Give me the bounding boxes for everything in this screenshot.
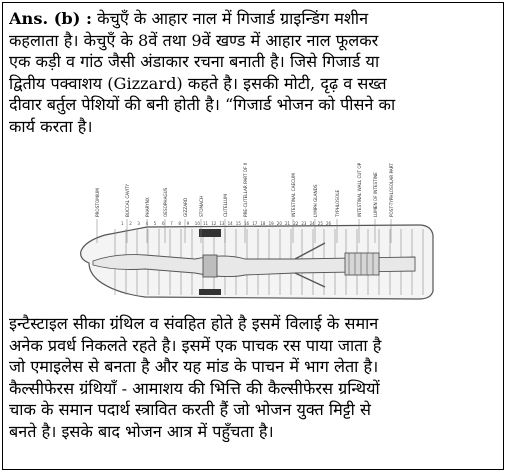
segment-number: 7 <box>170 221 173 226</box>
text-line: अनेक प्रवर्ध निकलते रहते है। इसमें एक पाचक रस पाया जाता है <box>9 335 382 355</box>
figure-label: PHARYNX <box>145 197 150 217</box>
earthworm-digestive-system-figure <box>75 163 447 311</box>
segment-number: 17 <box>252 221 258 226</box>
answer-paragraph-top <box>9 8 501 137</box>
figure-label: CLITELLUM <box>223 194 228 217</box>
figure-label: INTESTINAL WALL CUT OPEN <box>357 163 362 217</box>
text-line: जो एमाइलेस से बनता है और यह मांड के पाचन में भाग लेता है। <box>9 357 379 376</box>
figure-label: TYPHLOSOLE <box>335 189 340 217</box>
text-line: एक कड़ी व गांठ जैसी अंडाकार रचना बनाती है। जिसे गिजार्ड या <box>9 52 380 71</box>
segment-number: 24 <box>309 221 315 226</box>
segment-number: 1 <box>121 221 124 226</box>
text-line: इन्टैस्टाइल सीका ग्रंथिल व संवहित होते है इसमें विलाई के समान <box>9 314 379 333</box>
segment-number: 5 <box>153 221 157 226</box>
answer-paragraph-bottom <box>9 313 501 442</box>
answer-label: Ans. (b) : <box>9 9 92 28</box>
segment-number: 6 <box>162 221 165 226</box>
segment-number: 23 <box>301 221 307 226</box>
segment-number: 11 <box>203 221 209 226</box>
segment-number: 22 <box>293 221 299 226</box>
text-line: बनते है। इसके बाद भोजन आत्र में पहुँचता है। <box>9 421 274 441</box>
figure-label: INTESTINAL CAECUM <box>291 173 296 217</box>
segment-numbers <box>121 221 332 226</box>
clitellum-band <box>199 229 221 237</box>
gizzard-shape <box>203 255 217 277</box>
segment-number: 25 <box>317 221 323 226</box>
segment-number: 16 <box>244 221 250 226</box>
text-line-content: केचुएँ के आहार नाल में गिजार्ड ग्राइन्डिंग मशीन <box>97 9 369 28</box>
figure-label: STOMACH <box>199 196 204 217</box>
segment-number: 2 <box>129 221 132 226</box>
segment-number: 26 <box>326 221 332 226</box>
figure-label: BUCCAL CAVITY <box>125 183 130 217</box>
text-line: कहलाता है। केचुएँ के 8वें तथा 9वें खण्ड में आहार नाल फूलकर <box>9 30 379 50</box>
figure-label: PRE-CLITELLAR PART OF INTESTINE <box>243 163 248 217</box>
segment-number: 20 <box>276 221 282 226</box>
answer-box <box>2 2 504 470</box>
segment-number: 4 <box>145 221 149 226</box>
segment-number: 9 <box>186 221 190 226</box>
segment-number: 12 <box>211 221 217 226</box>
figure-label: OESOPHAGUS <box>163 187 168 217</box>
text-line: दीवार बर्तुल पेशियों की बनी होती है। “गिजार्ड भोजन को पीसने का <box>9 95 396 114</box>
segment-number: 21 <box>285 221 291 226</box>
text-line: कार्य करता है। <box>9 116 93 136</box>
intestine-cut-open <box>345 253 379 275</box>
segment-number: 10 <box>194 221 200 226</box>
figure-label: LUMEN OF INTESTINE <box>373 172 378 217</box>
segment-number: 15 <box>235 221 241 226</box>
figure-label: POST-TYPHLOSOLAR PART OF INTESTINE <box>389 163 394 217</box>
text-line: कैल्सीफेरस ग्रंथियाँ - आमाशय की भित्ति की कैल्सीफेरस ग्रन्थियों <box>9 378 380 398</box>
figure-label: PROSTOMIUM <box>95 188 100 217</box>
segment-number: 13 <box>219 221 225 226</box>
earthworm-diagram <box>75 163 447 311</box>
segment-number: 14 <box>227 221 233 226</box>
segment-number: 19 <box>268 221 274 226</box>
segment-number: 18 <box>260 221 266 226</box>
text-line: चाक के समान पदार्थ स्त्रावित करती हैं जो भोजन युक्त मिट्टी से <box>9 400 371 419</box>
segment-number: 8 <box>178 221 181 226</box>
segment-number: 3 <box>137 221 140 226</box>
text-line: द्वितीय पक्वाशय (Gizzard) कहते है। इसकी मोटी, दृढ़ व सख्त <box>9 73 387 93</box>
figure-label: LYMPH GLANDS <box>313 184 318 217</box>
clitellum-band-lower <box>199 289 221 295</box>
text-line <box>9 8 501 30</box>
figure-label: GIZZARD <box>183 197 188 217</box>
